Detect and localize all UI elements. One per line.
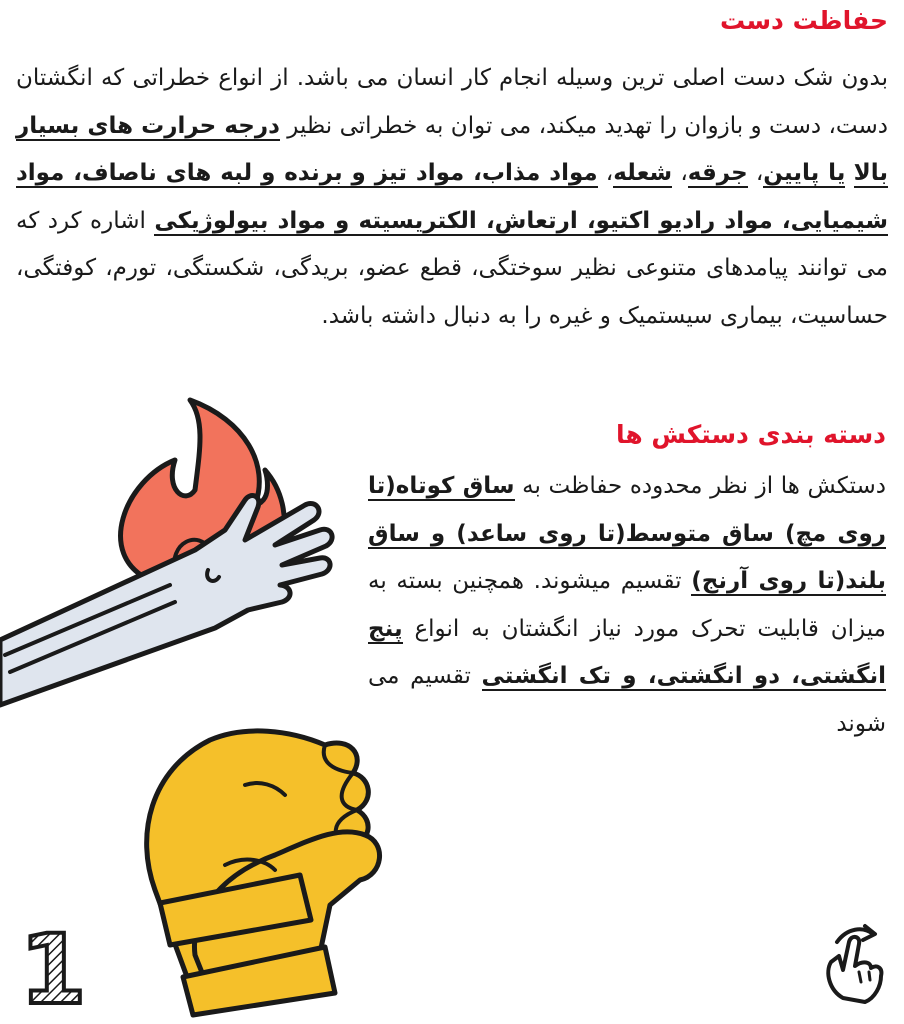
highlight-hazard: یا پایین	[763, 160, 846, 186]
fire-hand-icon	[0, 380, 345, 710]
section-title-glove-types: دسته بندی دستکش ها	[615, 420, 886, 449]
text-segment: تقسیم میشوند. همچنین بسته به میزان قابلیت تحرک مورد نیاز انگشتان به انواع	[368, 568, 886, 642]
highlight-hazard: درجه حرارت های بسیار بالا	[16, 112, 889, 186]
section-title-hand-protection: حفاظت دست	[720, 6, 888, 35]
text-segment: ،	[747, 160, 764, 186]
highlight-hazard: مواد مذاب، مواد تیز و برنده و لبه های ناصاف، مواد شیمیایی، مواد رادیو اکتیو، ارتعاش، الکتریسیته و مواد بیولوژیکی	[16, 160, 888, 234]
text-segment: ،	[597, 160, 614, 186]
text-segment: اشاره کرد که می توانند پیامدهای متنوعی نظیر سوختگی، قطع عضو، بریدگی، شکستگی، تورم، کوفتگی، حساسیت، بیماری سیستمیک و غیره را به دنبال داشته باشد.	[16, 207, 888, 329]
text-segment: دستکش ها از نظر محدوده حفاظت به	[514, 473, 886, 499]
page-number-badge	[18, 925, 88, 1010]
hand-protection-paragraph	[16, 55, 888, 340]
swipe-hand-icon	[815, 920, 890, 1005]
text-segment: تقسیم می شوند	[368, 663, 886, 737]
glove-types-paragraph	[368, 463, 886, 748]
text-segment: ،	[672, 160, 688, 186]
highlight-hazard: شعله	[613, 160, 673, 186]
text-segment: بدون شک دست اصلی ترین وسیله انجام کار انسان می باشد. از انواع خطراتی که انگشتان دست، دست و بازوان را تهدید میکند، می توان به خطراتی نظیر	[16, 65, 889, 139]
highlight-glove-length: ساق کوتاه(تا روی مچ) ساق متوسط(تا روی ساعد) و ساق بلند(تا روی آرنج)	[368, 473, 886, 594]
text-segment	[845, 160, 853, 186]
highlight-hazard: جرقه	[687, 160, 748, 186]
gloves-icon	[125, 715, 390, 1020]
highlight-finger-types: پنج انگشتی، دو انگشتی، و تک انگشتی	[368, 615, 887, 689]
page-number: 1	[19, 925, 87, 1010]
